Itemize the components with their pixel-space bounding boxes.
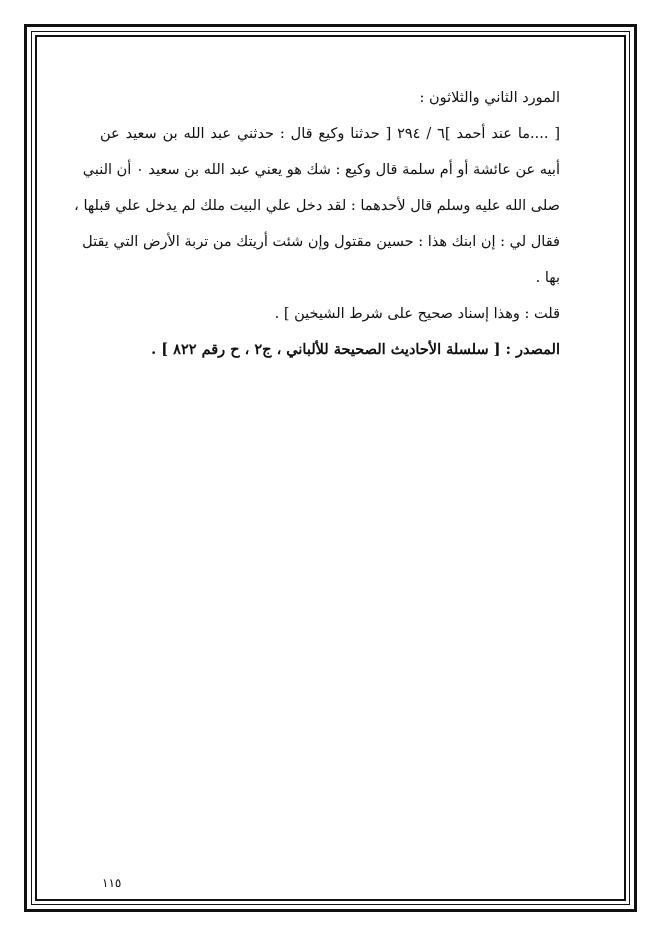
document-body	[74, 80, 560, 368]
section-heading: المورد الثاني والثلاثون :	[419, 90, 560, 106]
text-line-1: [ ....ما عند أحمد ]٦ / ٢٩٤ [ حدثنا وكيع قال : حدثني عبد الله بن سعيد عن	[100, 126, 560, 142]
text-line-4: فقال لي : إن ابنك هذا : حسين مقتول وإن شئت أريتك من تربة الأرض التي يقتل	[82, 234, 560, 250]
note-line: قلت : وهذا إسناد صحيح على شرط الشيخين ] .	[274, 306, 560, 322]
text-line-3: صلى الله عليه وسلم قال لأحدهما : لقد دخل علي البيت ملك لم يدخل علي قبلها ،	[74, 198, 560, 214]
text-line-2: أبيه عن عائشة أو أم سلمة قال وكيع : شك هو يعني عبد الله بن سعيد ٠ أن النبي	[82, 162, 560, 178]
text-line-5: بها .	[535, 270, 560, 286]
source-line: المصدر : [ سلسلة الأحاديث الصحيحة للألباني ، ج٢ ، ح رقم ٨٢٢ ] .	[151, 341, 560, 358]
page-number: ١١٥	[102, 876, 122, 890]
